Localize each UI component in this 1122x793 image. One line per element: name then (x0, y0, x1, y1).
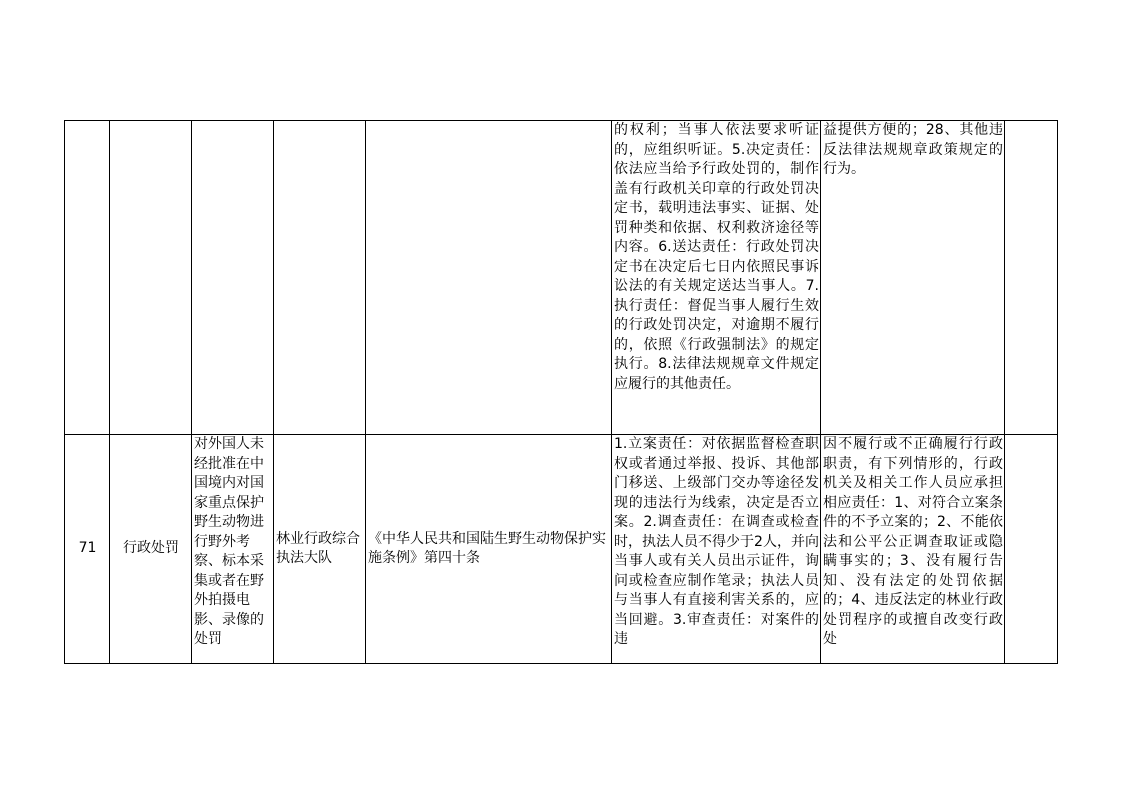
accountability-text: 因不履行或不正确履行行政职责，有下列情形的，行政机关及相关工作人员应承担相应责任：1、对符合立案条件的不予立案的；2、不能依法和公平公正调查取证或隐瞒事实的；3、没有履行告知、没有法定的处罚依据的；4、违反法定的林业行政处罚程序的或擅自改变行政处 (823, 436, 1003, 647)
legal-basis: 《中华人民共和国陆生野生动物保护实施条例》第四十条 (368, 530, 606, 566)
table-row (65, 435, 1058, 664)
table-row (65, 121, 1058, 435)
responsibility-cell (612, 121, 821, 435)
item-name: 对外国人未经批准在中国境内对国家重点保护野生动物进行野外考察、标本采集或者在野外拍摄电影、录像的处罚 (194, 436, 264, 647)
legal-basis-cell (366, 435, 612, 664)
accountability-cell (821, 121, 1005, 435)
power-list-table (64, 120, 1058, 664)
row-number-cell (65, 435, 110, 664)
accountability-text: 益提供方便的；28、其他违反法律法规规章政策规定的行为。 (823, 122, 1003, 177)
item-name-cell (192, 435, 274, 664)
remarks-cell (1005, 121, 1058, 435)
power-type-cell (110, 121, 192, 435)
agency-cell (274, 121, 366, 435)
responsibility-cell (612, 435, 821, 664)
item-name-cell (192, 121, 274, 435)
accountability-cell (821, 435, 1005, 664)
agency-cell (274, 435, 366, 664)
row-number: 71 (78, 540, 97, 557)
responsibility-text: 的权利；当事人依法要求听证的，应组织听证。5.决定责任：依法应当给予行政处罚的，制作盖有行政机关印章的行政处罚决定书，载明违法事实、证据、处罚种类和依据、权利救济途径等内容。6.送达责任：行政处罚决定书在决定后七日内依照民事诉讼法的有关规定送达当事人。7.执行责任：督促当事人履行生效的行政处罚决定，对逾期不履行的，依照《行政强制法》的规定执行。8.法律法规规章文件规定应履行的其他责任。 (614, 122, 819, 392)
power-type: 行政处罚 (123, 540, 179, 557)
agency-name: 林业行政综合执法大队 (276, 530, 360, 566)
remarks-cell (1005, 435, 1058, 664)
row-number-cell (65, 121, 110, 435)
legal-basis-cell (366, 121, 612, 435)
power-type-cell (110, 435, 192, 664)
responsibility-text: 1.立案责任：对依据监督检查职权或者通过举报、投诉、其他部门移送、上级部门交办等途径发现的违法行为线索，决定是否立案。2.调查责任：在调查或检查时，执法人员不得少于2人，并向当事人或有关人员出示证件，询问或检查应制作笔录；执法人员与当事人有直接利害关系的，应当回避。3.审查责任：对案件的违 (614, 436, 819, 647)
